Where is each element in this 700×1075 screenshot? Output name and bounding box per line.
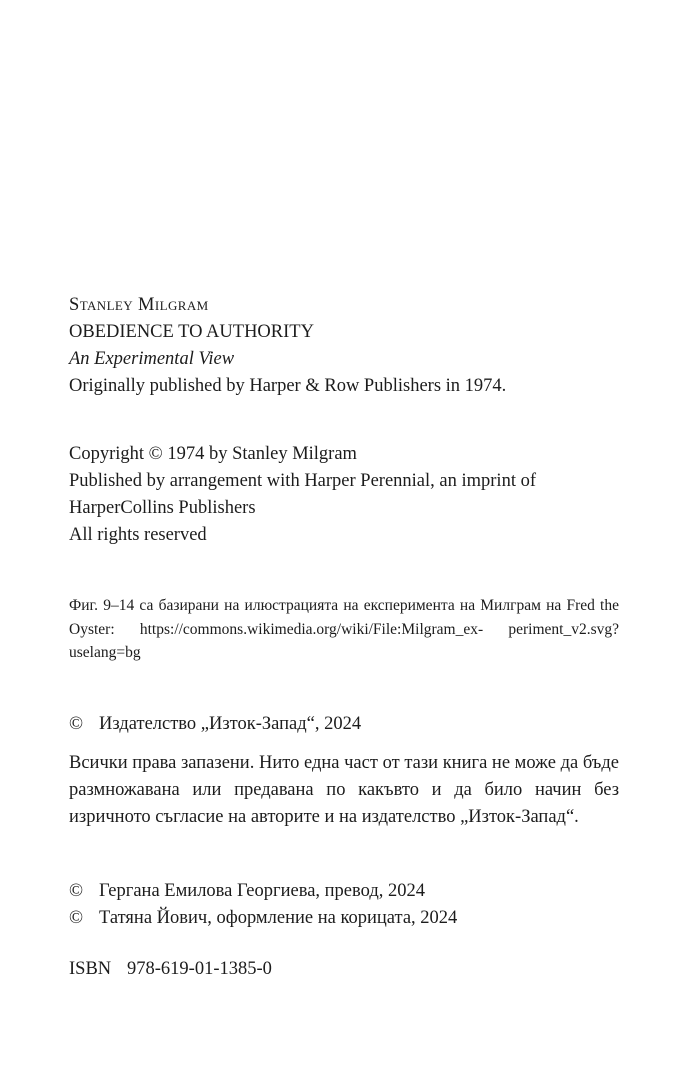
publisher-copyright [69, 711, 634, 738]
book-subtitle: An Experimental View [69, 349, 235, 369]
notice-block [69, 750, 619, 831]
arrangement-line-1: Published by arrangement with Harper Perennial, an imprint of [69, 471, 536, 491]
author-name: Stanley Milgram [69, 295, 209, 315]
credit-cover [69, 905, 634, 932]
rights-block [69, 441, 634, 549]
credits-block [69, 878, 634, 932]
original-edition-block [69, 292, 634, 400]
book-title: OBEDIENCE TO AUTHORITY [69, 322, 314, 342]
rights-notice: Всички права запазени. Нито една част от тази книга не може да бъде размножавана или предавана по какъвто и да било начин без изричното съгласие на авторите и на издателство „Изток-Запад“. [69, 753, 619, 827]
copyright-symbol: © [69, 881, 84, 901]
copyright-symbol: © [69, 714, 84, 734]
isbn-value: 978-619-01-1385-0 [127, 959, 272, 979]
figure-credit-text: Фиг. 9–14 са базирани на илюстрацията на експеримента на Милграм на Fred the Oyster: https://commons.wikimedia.org/wiki/File:Milgram_ex- periment_v2.svg?uselang=bg [69, 597, 619, 661]
credit-cover-text: Татяна Йович, оформление на корицата, 2024 [99, 908, 458, 928]
isbn-block [69, 956, 634, 983]
publisher-block [69, 711, 634, 738]
credit-translation [69, 878, 634, 905]
copyright-line: Copyright © 1974 by Stanley Milgram [69, 444, 357, 464]
arrangement-line-2: HarperCollins Publishers [69, 498, 256, 518]
copyright-symbol: © [69, 908, 84, 928]
credit-translation-text: Гергана Емилова Георгиева, превод, 2024 [99, 881, 425, 901]
publication-note: Originally published by Harper & Row Publishers in 1974. [69, 376, 507, 396]
all-rights-reserved: All rights reserved [69, 525, 207, 545]
isbn-label: ISBN [69, 959, 112, 979]
publisher-copyright-text: Издателство „Изток-Запад“, 2024 [99, 714, 362, 734]
isbn-line [69, 956, 634, 983]
figure-credit-block [69, 594, 619, 665]
